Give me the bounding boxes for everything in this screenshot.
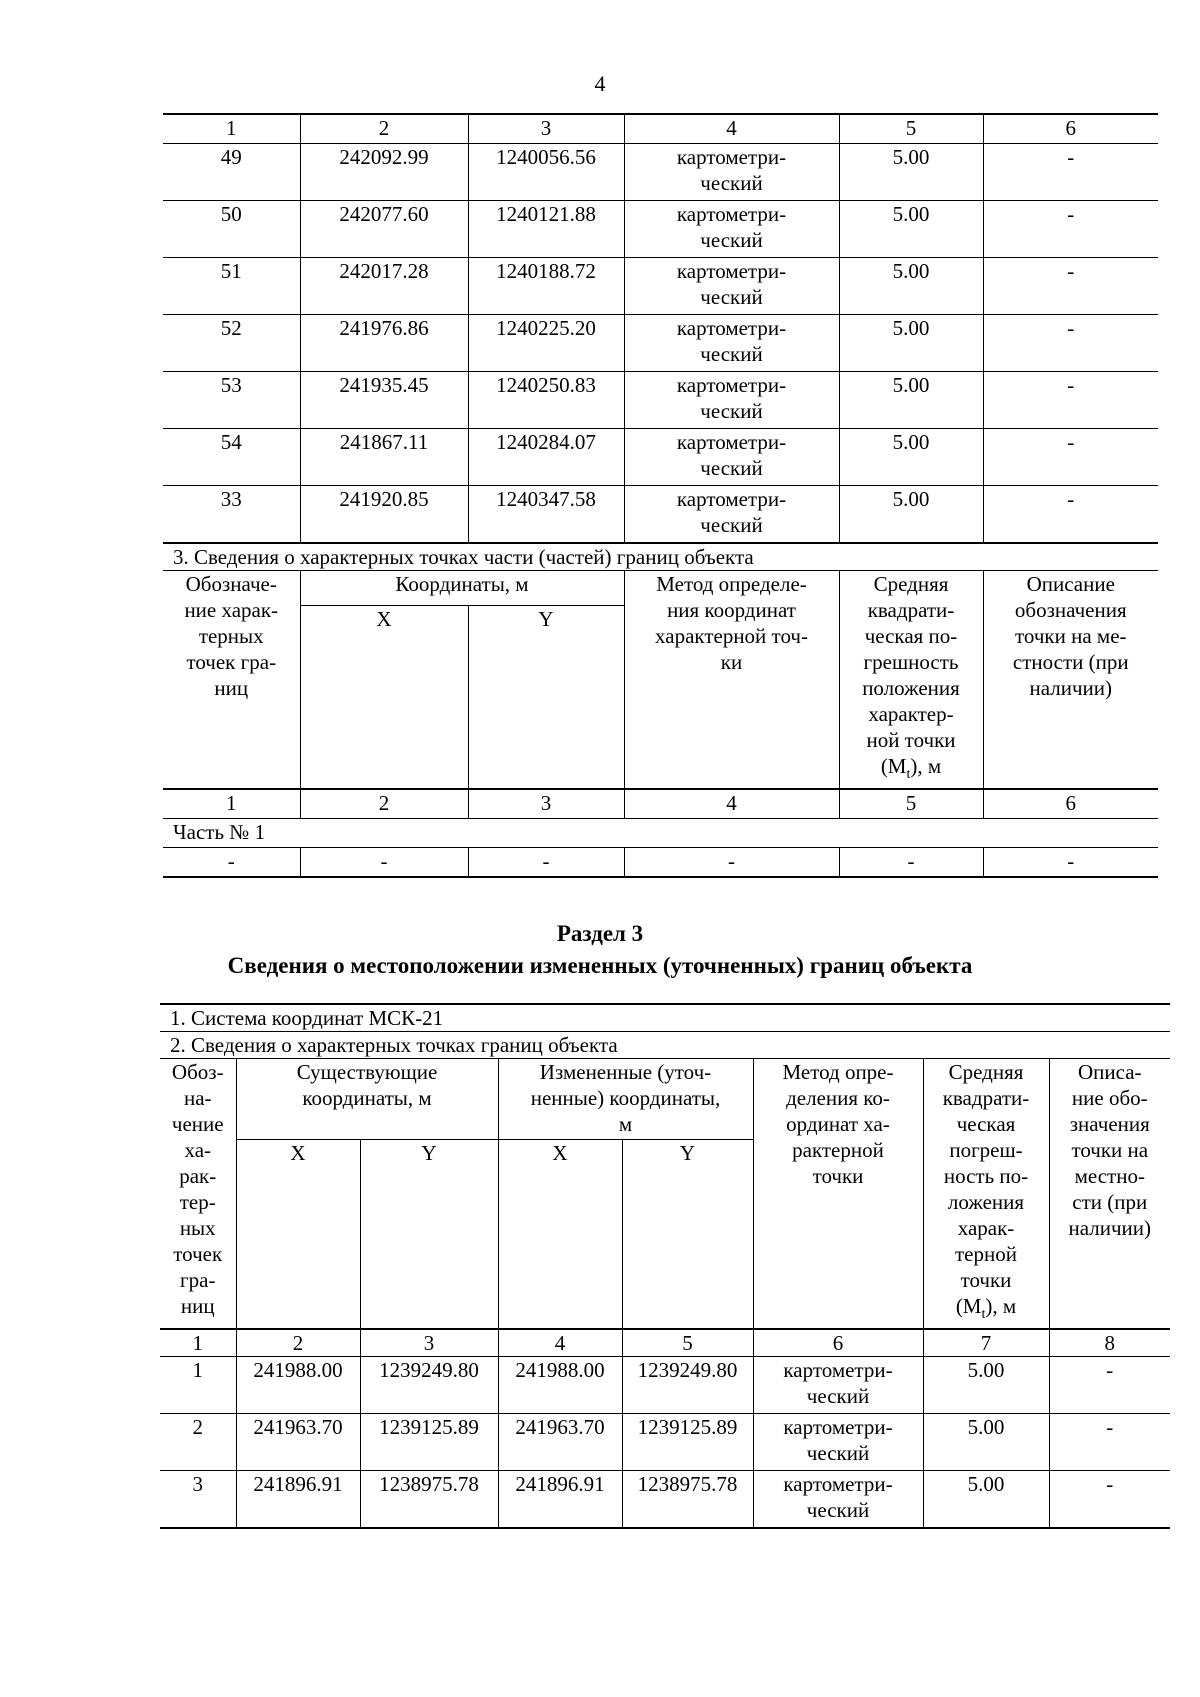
column-number: 6	[753, 1329, 923, 1357]
coordinate-system-row	[160, 1004, 1170, 1032]
header-existing-coordinates: Существующие координаты, м	[236, 1059, 498, 1140]
error-header-tail: ), м	[910, 754, 942, 778]
header-method: Метод опре- деления ко- ординат ха- рактерной точки	[753, 1059, 923, 1330]
cell-desc: -	[983, 201, 1158, 258]
cell-method: картометри- ческий	[624, 201, 839, 258]
cell-y2: 1239125.89	[622, 1414, 753, 1471]
column-number: 6	[983, 789, 1158, 819]
cell-method: картометри- ческий	[624, 486, 839, 544]
cell-x: 241920.85	[300, 486, 468, 544]
header-description: Описание обозначения точки на ме- стности (при наличии)	[983, 571, 1158, 790]
table-row	[163, 429, 1158, 486]
cell-n: 54	[163, 429, 300, 486]
header-description: Описа- ние обо- значения точки на местно- сти (при наличии)	[1049, 1059, 1170, 1330]
part-row	[163, 819, 1158, 848]
column-number: 2	[236, 1329, 360, 1357]
error-header-text: Средняя квадрати- ческая погреш- ность по- ложения харак- терной точки (M	[942, 1060, 1030, 1318]
cell-desc: -	[983, 429, 1158, 486]
table-row	[160, 1414, 1170, 1471]
header-row	[160, 1059, 1170, 1140]
table-row	[163, 372, 1158, 429]
page-number: 4	[594, 71, 606, 96]
header-method: Метод определе- ния координат характерной точ- ки	[624, 571, 839, 790]
header-error	[923, 1059, 1049, 1330]
header-x-changed: X	[498, 1140, 622, 1329]
cell-dash: -	[839, 848, 983, 878]
cell-m: 5.00	[923, 1471, 1049, 1529]
cell-m: 5.00	[839, 486, 983, 544]
subsection-title: 3. Сведения о характерных точках части (частей) границ объекта	[163, 543, 1158, 571]
column-number: 5	[839, 789, 983, 819]
coordinate-system: 1. Система координат МСК-21	[160, 1004, 1170, 1032]
boundary-points-table-continued	[163, 113, 1158, 878]
cell-y1: 1239249.80	[360, 1357, 498, 1414]
column-number: 7	[923, 1329, 1049, 1357]
cell-x: 242077.60	[300, 201, 468, 258]
cell-n: 53	[163, 372, 300, 429]
cell-x: 241867.11	[300, 429, 468, 486]
cell-desc: -	[983, 315, 1158, 372]
cell-x: 241935.45	[300, 372, 468, 429]
header-y-existing: Y	[360, 1140, 498, 1329]
cell-m: 5.00	[923, 1357, 1049, 1414]
cell-x2: 241896.91	[498, 1471, 622, 1529]
cell-dash: -	[468, 848, 624, 878]
cell-m: 5.00	[839, 372, 983, 429]
cell-method: картометри- ческий	[624, 258, 839, 315]
cell-method: картометри- ческий	[624, 315, 839, 372]
cell-y2: 1239249.80	[622, 1357, 753, 1414]
cell-desc: -	[1049, 1471, 1170, 1529]
cell-m: 5.00	[839, 144, 983, 201]
header-y: Y	[468, 606, 624, 790]
changed-boundaries-table	[160, 1003, 1170, 1529]
cell-dash: -	[983, 848, 1158, 878]
column-number: 8	[1049, 1329, 1170, 1357]
cell-x: 241976.86	[300, 315, 468, 372]
column-number: 3	[360, 1329, 498, 1357]
header-row	[163, 571, 1158, 606]
cell-desc: -	[983, 144, 1158, 201]
cell-method: картометри- ческий	[624, 144, 839, 201]
cell-y1: 1239125.89	[360, 1414, 498, 1471]
column-number: 2	[300, 789, 468, 819]
cell-m: 5.00	[839, 201, 983, 258]
cell-x1: 241988.00	[236, 1357, 360, 1414]
column-number: 1	[163, 114, 300, 144]
table-row	[163, 486, 1158, 544]
cell-y: 1240121.88	[468, 201, 624, 258]
cell-y2: 1238975.78	[622, 1471, 753, 1529]
cell-desc: -	[1049, 1414, 1170, 1471]
cell-dash: -	[300, 848, 468, 878]
table-row	[163, 201, 1158, 258]
cell-n: 51	[163, 258, 300, 315]
table-row	[160, 1471, 1170, 1529]
table-row	[163, 258, 1158, 315]
column-number: 5	[622, 1329, 753, 1357]
header-x: X	[300, 606, 468, 790]
table-row	[160, 1357, 1170, 1414]
header-x-existing: X	[236, 1140, 360, 1329]
cell-x1: 241896.91	[236, 1471, 360, 1529]
column-number-row	[160, 1329, 1170, 1357]
cell-y: 1240225.20	[468, 315, 624, 372]
cell-dash: -	[163, 848, 300, 878]
cell-m: 5.00	[839, 315, 983, 372]
cell-n: 3	[160, 1471, 236, 1529]
cell-method: картометри- ческий	[753, 1357, 923, 1414]
column-number: 1	[160, 1329, 236, 1357]
cell-m: 5.00	[839, 429, 983, 486]
cell-x2: 241963.70	[498, 1414, 622, 1471]
cell-n: 2	[160, 1414, 236, 1471]
cell-dash: -	[624, 848, 839, 878]
error-header-subscript: t	[906, 767, 911, 783]
header-designation: Обозначе- ние харак- терных точек гра- ниц	[163, 571, 300, 790]
error-header-text: Средняя квадрати- ческая по- грешность положения характер- ной точки (M	[862, 572, 960, 778]
column-number: 1	[163, 789, 300, 819]
cell-method: картометри- ческий	[624, 429, 839, 486]
column-number: 2	[300, 114, 468, 144]
cell-y: 1240250.83	[468, 372, 624, 429]
table-row	[163, 848, 1158, 878]
cell-x1: 241963.70	[236, 1414, 360, 1471]
subsection-title: 2. Сведения о характерных точках границ объекта	[160, 1032, 1170, 1059]
cell-m: 5.00	[839, 258, 983, 315]
table-row	[163, 144, 1158, 201]
cell-n: 1	[160, 1357, 236, 1414]
cell-n: 49	[163, 144, 300, 201]
column-number: 4	[624, 789, 839, 819]
error-header-tail: ), м	[985, 1294, 1017, 1318]
cell-desc: -	[983, 372, 1158, 429]
cell-y: 1240284.07	[468, 429, 624, 486]
column-number: 5	[839, 114, 983, 144]
cell-desc: -	[1049, 1357, 1170, 1414]
header-y-changed: Y	[622, 1140, 753, 1329]
part-label: Часть № 1	[163, 819, 1158, 848]
cell-m: 5.00	[923, 1414, 1049, 1471]
header-coordinates: Координаты, м	[300, 571, 624, 606]
column-number-row	[163, 114, 1158, 144]
cell-n: 33	[163, 486, 300, 544]
column-number: 3	[468, 789, 624, 819]
header-changed-coordinates: Измененные (уточ- ненные) координаты, м	[498, 1059, 753, 1140]
cell-x: 242092.99	[300, 144, 468, 201]
cell-desc: -	[983, 486, 1158, 544]
table-row	[163, 315, 1158, 372]
error-header-subscript: t	[981, 1307, 986, 1323]
section-title: Раздел 3	[556, 921, 644, 946]
cell-x2: 241988.00	[498, 1357, 622, 1414]
column-number: 6	[983, 114, 1158, 144]
column-number-row	[163, 789, 1158, 819]
cell-desc: -	[983, 258, 1158, 315]
cell-y: 1240056.56	[468, 144, 624, 201]
subsection-row	[163, 543, 1158, 571]
column-number: 4	[624, 114, 839, 144]
header-error	[839, 571, 983, 790]
cell-method: картометри- ческий	[624, 372, 839, 429]
column-number: 3	[468, 114, 624, 144]
column-number: 4	[498, 1329, 622, 1357]
cell-y1: 1238975.78	[360, 1471, 498, 1529]
subsection-row	[160, 1032, 1170, 1059]
cell-n: 52	[163, 315, 300, 372]
cell-method: картометри- ческий	[753, 1414, 923, 1471]
cell-y: 1240188.72	[468, 258, 624, 315]
cell-method: картометри- ческий	[753, 1471, 923, 1529]
cell-y: 1240347.58	[468, 486, 624, 544]
header-designation: Обоз- на- чение ха- рак- тер- ных точек гра- ниц	[160, 1059, 236, 1330]
cell-n: 50	[163, 201, 300, 258]
section-subtitle: Сведения о местоположении измененных (уточненных) границ объекта	[227, 953, 973, 978]
cell-x: 242017.28	[300, 258, 468, 315]
